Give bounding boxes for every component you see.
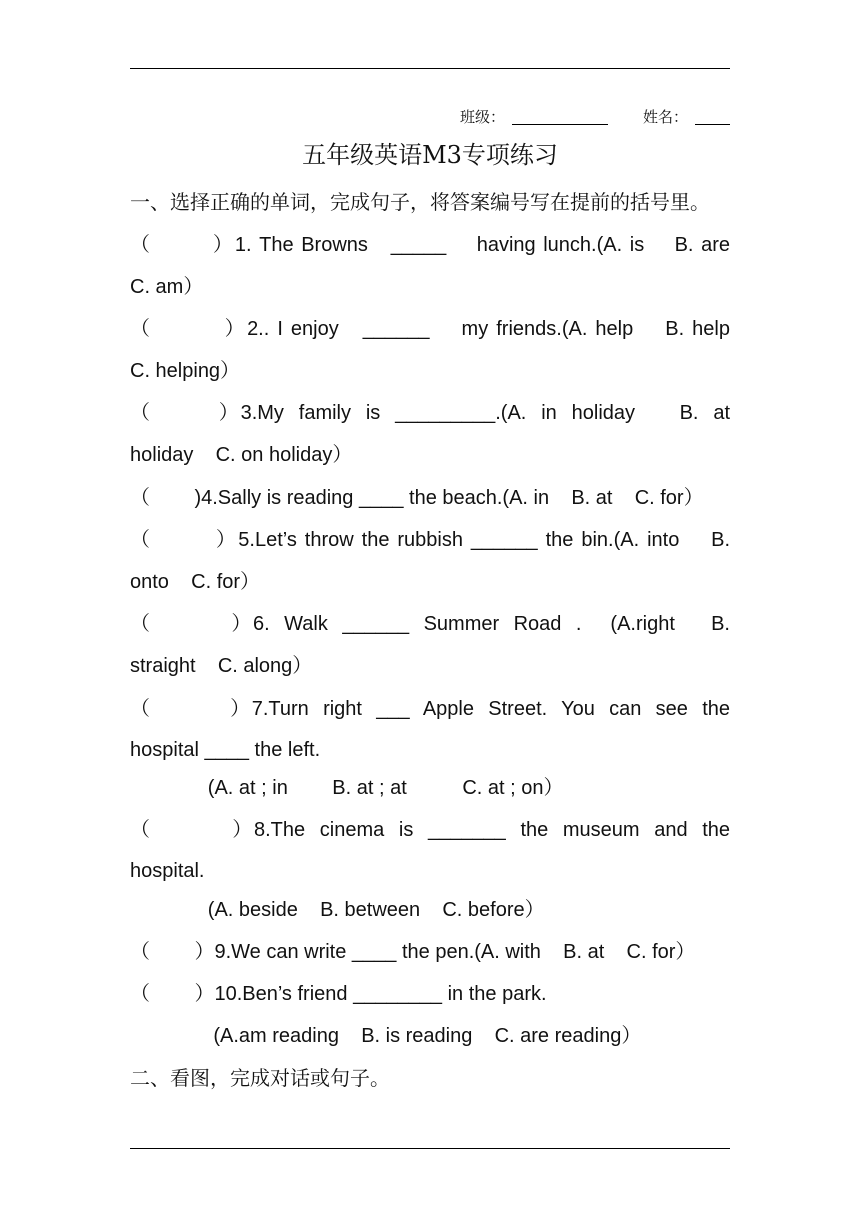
question-3-line-1: （ ）3.My family is _________.(A. in holiday B. at [130,402,730,424]
question-3-line-2: holiday C. on holiday） [130,444,353,466]
name-label: 姓名： [643,108,689,126]
class-blank [512,124,608,125]
top-rule [130,68,730,69]
question-1-line-1: （ ）1. The Browns _____ having lunch.(A. is B. are [130,234,730,256]
question-5-line-2: onto C. for） [130,571,261,593]
question-7-line-2: hospital ____ the left. [130,739,321,761]
section-1-heading: 一、选择正确的单词，完成句子，将答案编号写在提前的括号里。 [130,190,710,214]
question-6-line-2: straight C. along） [130,655,313,677]
question-8-line-2: hospital. [130,860,205,882]
question-2-line-2: C. helping） [130,360,241,382]
page-title: 五年级英语M3专项练习 [302,141,558,169]
question-8-line-1: （ ）8.The cinema is _______ the museum and the [130,819,730,841]
question-1-line-2: C. am） [130,276,204,298]
question-5-line-1: （ ）5.Let’s throw the rubbish ______ the bin.(A. into B. [130,529,730,551]
question-6-line-1: （ ）6. Walk ______ Summer Road . (A.right B. [130,613,730,635]
question-8-options: (A. beside B. between C. before） [130,899,545,921]
question-9: （ ）9.We can write ____ the pen.(A. with B. at C. for） [130,941,696,963]
question-10-options: (A.am reading B. is reading C. are reading） [130,1025,642,1047]
class-label: 班级： [460,108,506,126]
bottom-rule [130,1148,730,1149]
question-10-line-1: （ ）10.Ben’s friend ________ in the park. [130,983,547,1005]
question-4: （ )4.Sally is reading ____ the beach.(A. in B. at C. for） [130,487,704,509]
question-7-options: (A. at ; in B. at ; at C. at ; on） [130,777,564,799]
question-7-line-1: （ ）7.Turn right ___ Apple Street. You can see the [130,698,730,720]
name-blank [695,124,730,125]
question-2-line-1: （ ）2.. I enjoy ______ my friends.(A. help B. help [130,318,730,340]
section-2-heading: 二、看图，完成对话或句子。 [130,1066,390,1090]
